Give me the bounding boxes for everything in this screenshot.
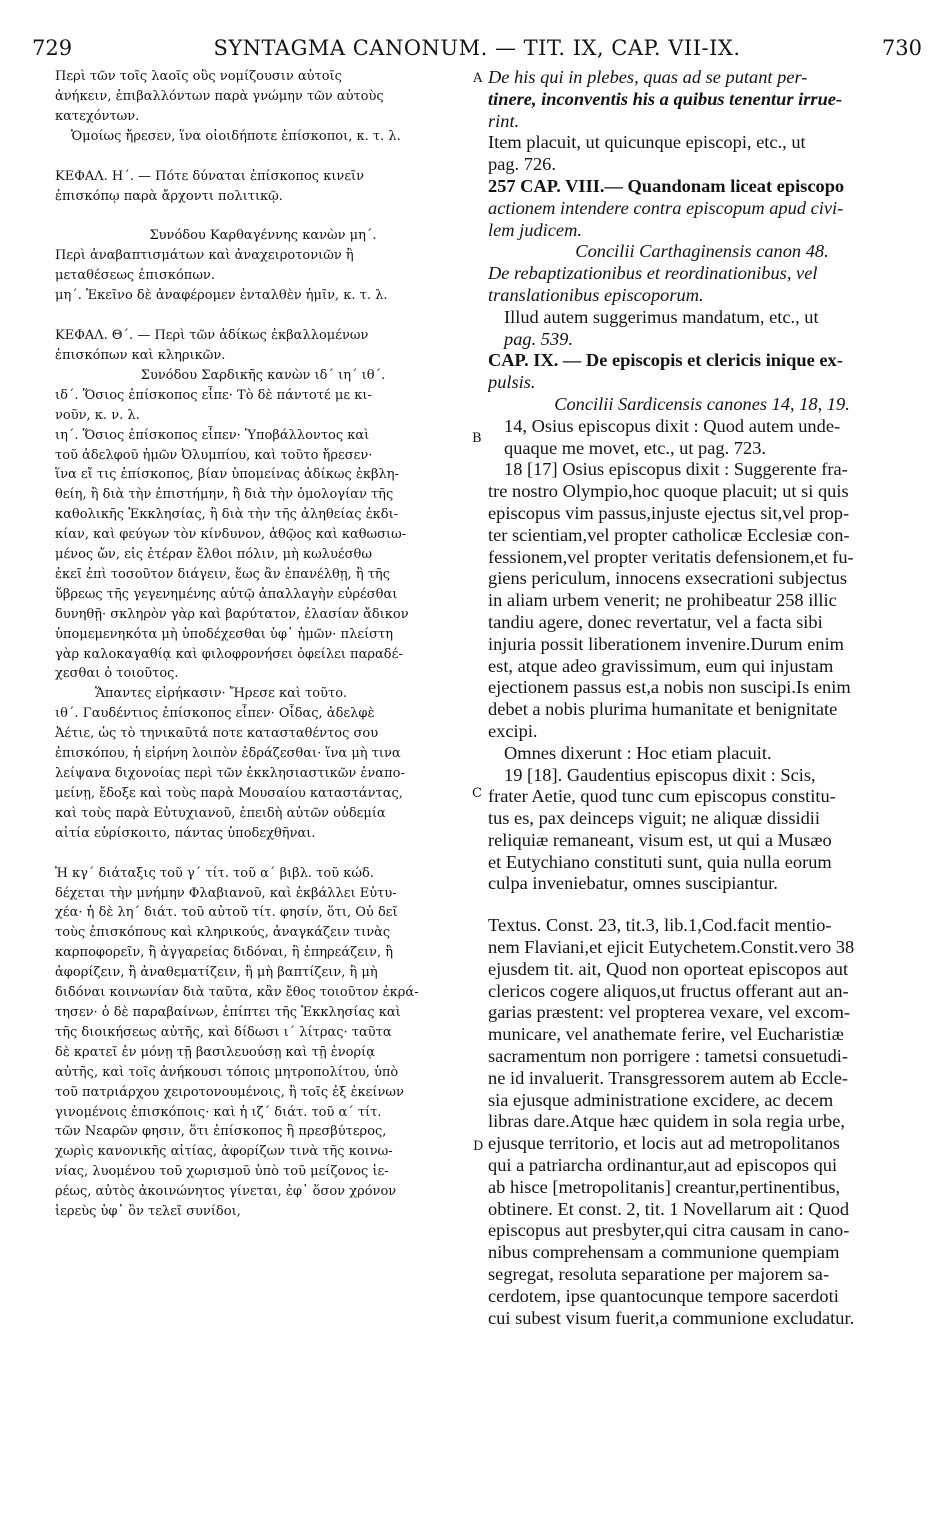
latin-text-line: 19 [18]. Gaudentius episcopus dixit : Scis, <box>504 764 816 785</box>
greek-text-line: ἐπισκόπου, ἡ εἰρήνη λοιπὸν ἐδράζεσθαι· ἵνα μὴ τινα <box>55 746 401 762</box>
greek-text-line: καθολικῆς Ἐκκλησίας, ἢ διὰ τὴν τῆς ἀληθείας ἐκδι- <box>55 507 399 523</box>
latin-text-line: Illud autem suggerimus mandatum, etc., ut <box>504 306 819 327</box>
greek-text-line: ΚΕΦΑΛ. Η΄. — Πότε δύναται ἐπίσκοπος κινεῖν <box>55 168 365 184</box>
latin-text-line: clericos cogere aliquos,ut fructus offerant aut an- <box>488 980 849 1001</box>
page-number-left: 729 <box>32 36 73 60</box>
latin-column <box>488 67 916 1329</box>
greek-text-line: αὐτῆς, καὶ τοῖς ἀνήκουσι τόποις μητροπολίτου, ὑπὸ <box>55 1064 399 1080</box>
latin-text-line: giens periculum, innocens exsecrationi subjectus <box>488 568 848 589</box>
greek-text-line: ιδ΄. Ὅσιος ἐπίσκοπος εἶπε· Τὸ δὲ πάντοτέ με κι- <box>55 387 372 403</box>
greek-text-line: Συνόδου Σαρδικῆς κανὼν ιδ΄ ιη΄ ιθ΄. <box>140 367 386 383</box>
latin-text-line: Omnes dixerunt : Hoc etiam placuit. <box>504 742 772 763</box>
greek-text-line: μείνῃ, ἔδοξε καὶ τοὺς παρὰ Μουσαίου καταστάντας, <box>55 785 403 801</box>
latin-text-line <box>488 895 916 915</box>
latin-text-line: pag. 726. <box>488 154 556 175</box>
greek-text-line: τοῦ πατριάρχου χειροτονουμένοις, ἢ τοῖς ἐξ ἐκείνων <box>55 1084 404 1100</box>
greek-text-line: τησεν· ὁ δὲ παραβαίνων, ἐπίπτει τῆς Ἐκκλησίας καὶ <box>55 1004 401 1020</box>
latin-text-line: De his qui in plebes, quas ad se putant per- <box>488 67 808 87</box>
greek-text-line: τῶν Νεαρῶν φησιν, ὅτι ἐπίσκοπος ἢ πρεσβύτερος, <box>55 1124 387 1140</box>
latin-text-line: nem Flaviani,et ejicit Eutychetem.Constit.vero 38 <box>488 937 855 958</box>
greek-text-line: Ἡ κγ΄ διάταξις τοῦ γ΄ τίτ. τοῦ α΄ βιβλ. τοῦ κώδ. <box>55 865 374 881</box>
greek-text-line: Συνόδου Καρθαγέννης κανὼν μη΄. <box>149 228 377 244</box>
margin-letter-a: A <box>473 71 483 86</box>
margin-letter-c: C <box>472 786 482 801</box>
latin-text-line: ter scientiam,vel propter catholicæ Ecclesiæ con- <box>488 524 850 545</box>
greek-text-line: ιη΄. Ὅσιος ἐπίσκοπος εἶπεν· Ὑποβάλλοντος καὶ <box>55 427 370 443</box>
latin-text-line: cui subest visum fuerit,a communione excludatur. <box>488 1307 855 1328</box>
greek-text-line: κίαν, καὶ φεύγων τὸν κίνδυνον, ἀθῷος καὶ καθωσιω- <box>55 527 407 543</box>
greek-text-line: ΚΕΦΑΛ. Θ΄. — Περὶ τῶν ἀδίκως ἐκβαλλομένων <box>55 328 369 344</box>
latin-text-line: tandiu agere, donec revertatur, vel a facta sibi <box>488 611 823 632</box>
latin-text-line: sia ejusque administratione excidere, ac decem <box>488 1089 834 1110</box>
greek-text-line: διδόναι κοινωνίαν διὰ ταῦτα, κἂν ἔθος τοιοῦτον ἐκρά- <box>55 985 419 1001</box>
latin-text-line: debet a nobis plurima humanitate et benignitate <box>488 699 838 720</box>
greek-text-line <box>55 147 471 167</box>
latin-text-line: 18 [17] Osius episcopus dixit : Suggerente fra- <box>504 459 848 480</box>
latin-text-line: ab hisce [metropolitanis] creantur,pertinentibus, <box>488 1176 841 1197</box>
latin-text-line: CAP. IX. — De episcopis et clericis inique ex- <box>488 350 843 371</box>
latin-text-line: libras dare.Atque hæc quidem in sola regia urbe, <box>488 1111 845 1132</box>
greek-text-line: μη΄. Ἐκεῖνο δὲ ἀναφέρομεν ἐνταλθὲν ἡμῖν, κ. τ. λ. <box>55 288 388 304</box>
latin-text-line: sacramentum non porrigere : tametsi consuetudi- <box>488 1046 849 1067</box>
latin-text-line: ne id invaluerit. Transgressorem autem ab Eccle- <box>488 1067 849 1088</box>
running-title: SYNTAGMA CANONUM. — TIT. IX, CAP. VII-IX. <box>213 36 741 60</box>
greek-text-line: ἐπισκόπῳ παρὰ ἄρχοντι πολιτικῷ. <box>55 188 283 204</box>
greek-text-line: Ἀέτιε, ὡς τὸ τηνικαῦτά ποτε κατασταθέντος σου <box>55 726 379 742</box>
greek-text-line: ἀνήκειν, ἐπιβαλλόντων παρὰ γνώμην τῶν αὐτοὺς <box>55 88 384 104</box>
latin-text-line: injuria possit liberationem invenire.Durum enim <box>488 633 844 654</box>
latin-text-line: fessionem,vel propter veritatis defensionem,et fu- <box>488 546 854 567</box>
greek-text-line: ἐκεῖ ἐπὶ τοσοῦτον διάγειν, ἕως ἂν ἐπανέλθῃ, ἢ τῆς <box>55 566 391 582</box>
latin-text-line: ejusque territorio, et locis aut ad metropolitanos <box>488 1133 840 1154</box>
greek-text-line: καρποφορεῖν, ἢ ἀγγαρείας διδόναι, ἢ ἐπηρεάζειν, ἢ <box>55 945 394 961</box>
page-number-right: 730 <box>881 36 922 60</box>
running-header <box>32 36 922 66</box>
latin-text-line: culpa inveniebatur, omnes suscipiantur. <box>488 873 778 894</box>
greek-text-line: γινομένοις ἐπισκόποις· καὶ ἡ ιζ΄ διάτ. τοῦ α΄ τίτ. <box>55 1104 382 1120</box>
greek-text-line <box>55 306 471 326</box>
greek-text-line: δυνηθῇ· σκληρὸν γὰρ καὶ βαρύτατον, ἐλασίαν ἄδικον <box>55 606 409 622</box>
greek-text-line: γὰρ καλοκαγαθίᾳ καὶ φιλοφρονήσει ὀφείλει παραδέ- <box>55 646 403 662</box>
greek-text-line: ιθ΄. Γαυδέντιος ἐπίσκοπος εἶπεν· Οἶδας, ἀδελφὲ <box>55 706 375 722</box>
latin-text-line: garias præstent: vel propterea vexare, vel excom- <box>488 1002 851 1023</box>
latin-text-line: et Eutychiano constituti sunt, quia nulla eorum <box>488 851 832 872</box>
greek-text-line: τῆς διοικήσεως αὐτῆς, καὶ δίδωσι ι΄ λίτρας· ταῦτα <box>55 1024 392 1040</box>
latin-text-line: rint. <box>488 110 520 131</box>
latin-text-line: in aliam urbem venerit; ne prohibeatur 258 illic <box>488 590 837 611</box>
margin-letter-d: D <box>473 1139 484 1154</box>
greek-text-line: αἰτία εὑρίσκοιτο, πάντας ὑποδεχθῆναι. <box>55 825 316 841</box>
latin-text-line: 14, Osius episcopus dixit : Quod autem unde- <box>504 415 841 436</box>
greek-text-line: χωρὶς κανονικῆς αἰτίας, ἀφορίζων τινὰ τῆς κοινω- <box>55 1144 393 1160</box>
greek-text-line: λείψανα διχονοίας περὶ τῶν ἐκκλησιαστικῶν ἐναπο- <box>55 766 405 781</box>
latin-text-line: excipi. <box>488 720 538 741</box>
greek-text-line: ἐπισκόπων καὶ κληρικῶν. <box>55 347 226 363</box>
greek-text-line: νοῦν, κ. ν. λ. <box>55 407 140 423</box>
greek-text-line: μεταθέσεως ἐπισκόπων. <box>55 268 215 284</box>
greek-text-line: κατεχόντων. <box>55 108 140 124</box>
latin-text-line: qui a patriarcha ordinantur,aut ad episcopos qui <box>488 1155 838 1176</box>
latin-text-line: lem judicem. <box>488 219 582 240</box>
latin-text-line: tre nostro Olympio,hoc quoque placuit; ut si quis <box>488 481 849 502</box>
greek-text-line: ὑπομεμενηκότα μὴ ὑποδέχεσθαι ὑφ᾽ ἡμῶν· πλείστη <box>55 626 394 642</box>
greek-text-line: Περὶ τῶν τοῖς λαοῖς οὓς νομίζουσιν αὐτοῖς <box>55 69 342 84</box>
greek-text-line: ἀφορίζειν, ἢ ἀναθεματίζειν, ἢ μὴ βαπτίζειν, ἢ μὴ <box>55 965 378 981</box>
latin-text-line: Textus. Const. 23, tit.3, lib.1,Cod.facit mentio- <box>488 915 832 936</box>
greek-text-line: νίας, λυομένου τοῦ χωρισμοῦ ὑπὸ τοῦ μείζονος ἱε- <box>55 1164 389 1180</box>
latin-text-line: obtinere. Et const. 2, tit. 1 Novellarum ait : Quod <box>488 1198 850 1219</box>
greek-text-line: δὲ κρατεῖ ἐν μόνῃ τῇ βασιλευούσῃ καὶ τῇ ἐνορίᾳ <box>55 1044 375 1060</box>
greek-text-line: θείη, ἢ διὰ τὴν ἐπιστήμην, ἢ διὰ τὴν ὁμολογίαν τῆς <box>55 487 394 503</box>
latin-text-line: tinere, inconventis his a quibus tenentur irrue- <box>488 88 843 109</box>
latin-text-line: nibus comprehensam a communione quempiam <box>488 1242 840 1263</box>
greek-column <box>55 67 471 1222</box>
greek-text-line: Περὶ ἀναβαπτισμάτων καὶ ἀναχειροτονιῶν ἢ <box>55 248 354 264</box>
greek-text-line: Ἅπαντες εἰρήκασιν· Ἤρεσε καὶ τοῦτο. <box>95 686 348 702</box>
latin-text-line: actionem intendere contra episcopum apud civi- <box>488 197 844 218</box>
latin-text-line: De rebaptizationibus et reordinationibus, vel <box>488 263 818 284</box>
greek-text-line: μένος ὤν, εἰς ἑτέραν ἔλθοι πόλιν, μὴ κωλυέσθω <box>55 547 372 563</box>
greek-text-line: χέα· ἡ δὲ λη΄ διάτ. τοῦ αὐτοῦ τίτ. φησίν, ὅτι, Οὐ δεῖ <box>55 905 398 921</box>
latin-text-line: frater Aetie, quod tunc cum episcopus constitu- <box>488 786 836 807</box>
latin-text-line: quaque me movet, etc., ut pag. 723. <box>504 437 766 458</box>
latin-text-line: ejectionem passus est,a nobis non suscipi.Is enim <box>488 677 851 698</box>
greek-text-line: τοῦ ἀδελφοῦ ἡμῶν Ὀλυμπίου, καὶ τοῦτο ἤρεσεν· <box>55 447 373 463</box>
latin-text-line: pulsis. <box>488 372 536 393</box>
greek-text-line: ἱερεὺς ὑφ᾽ ὃν τελεῖ συνίδοι, <box>55 1204 241 1220</box>
latin-text-line: Concilii Sardicensis canones 14, 18, 19. <box>554 393 850 414</box>
latin-text-line: ejusdem tit. ait, Quod non oporteat episcopos aut <box>488 958 849 979</box>
greek-text-line: ὕβρεως τῆς γεγενημένης αὐτῷ ἀπαλλαγὴν εὑρέσθαι <box>55 586 398 602</box>
greek-text-line <box>55 206 471 226</box>
greek-text-line: Ὁμοίως ἤρεσεν, ἵνα οἱοιδήποτε ἐπίσκοποι, κ. τ. λ. <box>71 128 401 144</box>
latin-text-line: 257 CAP. VIII.— Quandonam liceat episcopo <box>488 175 845 196</box>
greek-text-line: χεσθαι ὁ τοιοῦτος. <box>55 666 179 682</box>
latin-text-line: municare, vel anathemate ferire, vel Eucharistiæ <box>488 1024 844 1045</box>
latin-text-line: cerdotem, ipse quantocunque tempore sacerdoti <box>488 1285 839 1306</box>
greek-text-line: ἵνα εἴ τις ἐπίσκοπος, βίαν ὑπομείνας ἀδίκως ἐκβλη- <box>55 467 399 483</box>
margin-letter-b: B <box>472 431 482 446</box>
greek-text-line: ρέως, αὐτὸς ἀκοινώνητος γίνεται, ἐφ᾽ ὅσον χρόνον <box>55 1184 397 1200</box>
latin-text-line: episcopus vim passus,injuste ejectus sit,vel prop- <box>488 502 850 523</box>
latin-text-line: est, atque adeo gravissimum, eum qui injustam <box>488 655 834 676</box>
latin-text-line: episcopus aut presbyter,qui citra causam in cano- <box>488 1220 850 1241</box>
greek-text-line <box>55 844 471 864</box>
latin-text-line: translationibus episcoporum. <box>488 284 704 305</box>
greek-text-line: καὶ τοὺς παρὰ Εὐτυχιανοῦ, ἐπειδὴ αὐτῶν οὐδεμία <box>55 805 386 821</box>
latin-text-line: tus es, pax deinceps viguit; ne aliquæ dissidii <box>488 808 821 829</box>
latin-text-line: pag. 539. <box>504 328 573 349</box>
greek-text-line: δέχεται τὴν μνήμην Φλαβιανοῦ, καὶ ἐκβάλλει Εὐτυ- <box>55 885 397 901</box>
greek-text-line: τοὺς ἐπισκόπους καὶ κληρικούς, ἀναγκάζειν τινὰς <box>55 925 391 941</box>
latin-text-line: reliquiæ remaneant, visum est, ut qui a Musæo <box>488 829 832 850</box>
latin-text-line: segregat, resoluta separatione per majorem sa- <box>488 1264 830 1285</box>
latin-text-line: Item placuit, ut quicunque episcopi, etc., ut <box>488 132 806 153</box>
latin-text-line: Concilii Carthaginensis canon 48. <box>575 241 829 262</box>
